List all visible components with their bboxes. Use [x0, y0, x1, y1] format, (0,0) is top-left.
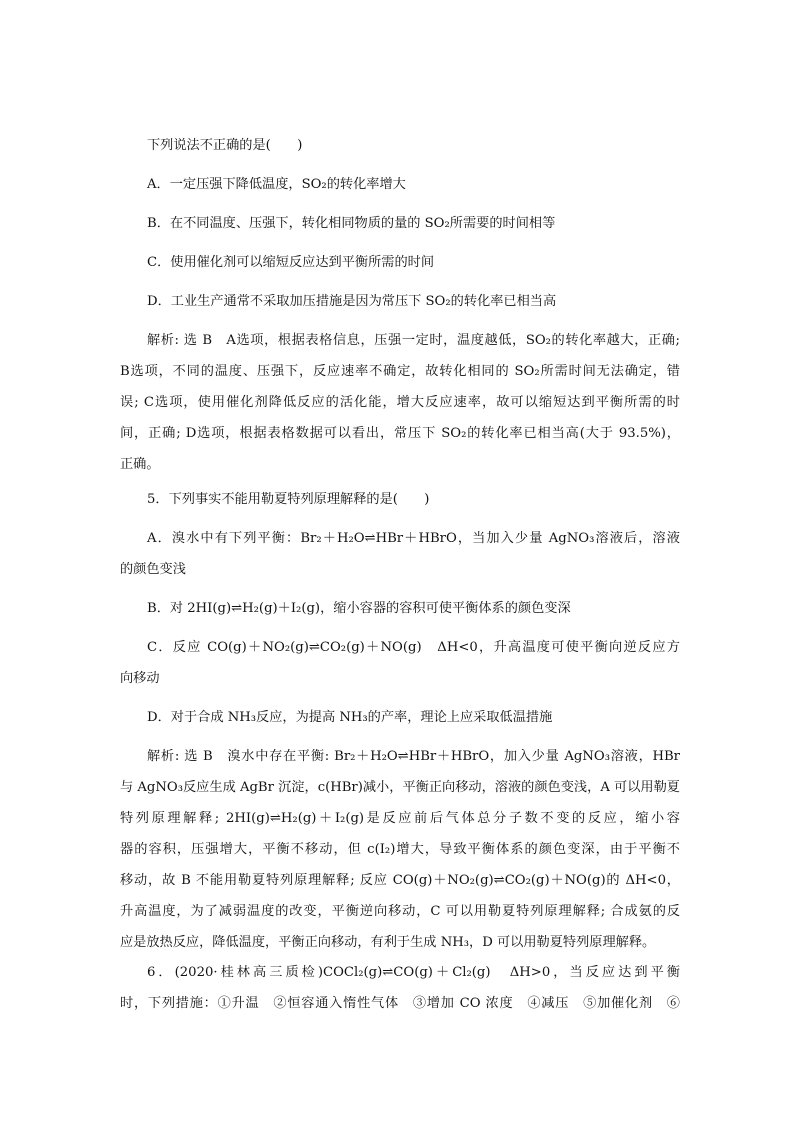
question-stem-line: 6．(2020·桂林高三质检)COCl₂(g)⇌CO(g)＋Cl₂(g) ΔH>0，当反应达到平衡: [147, 965, 680, 980]
question-stem-line: 时，下列措施：①升温 ②恒容通入惰性气体 ③增加 CO 浓度 ④减压 ⑤加催化剂 ⑥: [120, 996, 680, 1011]
option-d: D．对于合成 NH₃反应，为提高 NH₃的产率，理论上应采取低温措施: [147, 710, 553, 725]
analysis-paragraph: [120, 741, 680, 958]
option-b: B．在不同温度、压强下，转化相同物质的量的 SO₂所需要的时间相等: [147, 216, 556, 231]
question-5: [120, 484, 680, 958]
question-stem: 5．下列事实不能用勒夏特列原理解释的是( ): [147, 492, 430, 507]
option-a: A．一定压强下降低温度，SO₂的转化率增大: [147, 177, 406, 192]
option-d: D．工业生产通常不采取加压措施是因为常压下 SO₂的转化率已相当高: [147, 294, 557, 309]
analysis-line: 间，正确; D选项，根据表格数据可以看出，常压下 SO₂的转化率已相当高(大于 93.5%)，: [120, 426, 680, 441]
analysis-line: 移动，故 B 不能用勒夏特列原理解释; 反应 CO(g)＋NO₂(g)⇌CO₂(g)＋NO(g)的 ΔH<0，: [120, 873, 680, 888]
option-a: [120, 523, 680, 585]
analysis-line: 特列原理解释; 2HI(g)⇌H₂(g)＋I₂(g)是反应前后气体总分子数不变的反应，缩小容: [120, 811, 680, 826]
option-line: A．溴水中有下列平衡：Br₂＋H₂O⇌HBr＋HBrO，当加入少量 AgNO₃溶液后，溶液: [147, 531, 680, 546]
analysis-line: 应是放热反应，降低温度，平衡正向移动，有利于生成 NH₃，D 可以用勒夏特列原理解释。: [120, 935, 656, 950]
analysis-line: 升高温度，为了减弱温度的改变，平衡逆向移动，C 可以用勒夏特列原理解释; 合成氨的反: [120, 904, 680, 919]
analysis-line: 器的容积，压强增大，平衡不移动，但 c(I₂)增大，导致平衡体系的颜色变深，由于平衡不: [120, 842, 680, 857]
question-6: [120, 957, 680, 1019]
option-b: B．对 2HI(g)⇌H₂(g)＋I₂(g)，缩小容器的容积可使平衡体系的颜色变深: [147, 601, 571, 616]
option-c: [120, 632, 680, 694]
analysis-line: B选项，不同的温度、压强下，反应速率不确定，故转化相同的 SO₂所需时间无法确定，错: [120, 364, 680, 379]
analysis-line: 解析: 选 B 溴水中存在平衡: Br₂＋H₂O⇌HBr＋HBrO，加入少量 AgNO₃溶液，HBr: [147, 749, 680, 764]
question-4: [120, 130, 680, 480]
option-line: C．反应 CO(g)＋NO₂(g)⇌CO₂(g)＋NO(g) ΔH<0，升高温度可使平衡向逆反应方: [147, 640, 680, 655]
option-line: 的颜色变浅: [120, 562, 186, 577]
question-stem: 下列说法不正确的是( ): [147, 138, 303, 153]
analysis-line: 解析: 选 B A选项，根据表格信息，压强一定时，温度越低，SO₂的转化率越大，正确;: [147, 333, 680, 348]
option-c: C．使用催化剂可以缩短反应达到平衡所需的时间: [147, 255, 435, 270]
analysis-line: 误; C选项，使用催化剂降低反应的活化能，增大反应速率，故可以缩短达到平衡所需的时: [120, 395, 680, 410]
analysis-paragraph: [120, 325, 680, 480]
option-line: 向移动: [120, 671, 160, 686]
analysis-line: 正确。: [120, 457, 160, 472]
analysis-line: 与 AgNO₃反应生成 AgBr 沉淀，c(HBr)减小，平衡正向移动，溶液的颜色变浅，A 可以用勒夏: [120, 780, 680, 795]
